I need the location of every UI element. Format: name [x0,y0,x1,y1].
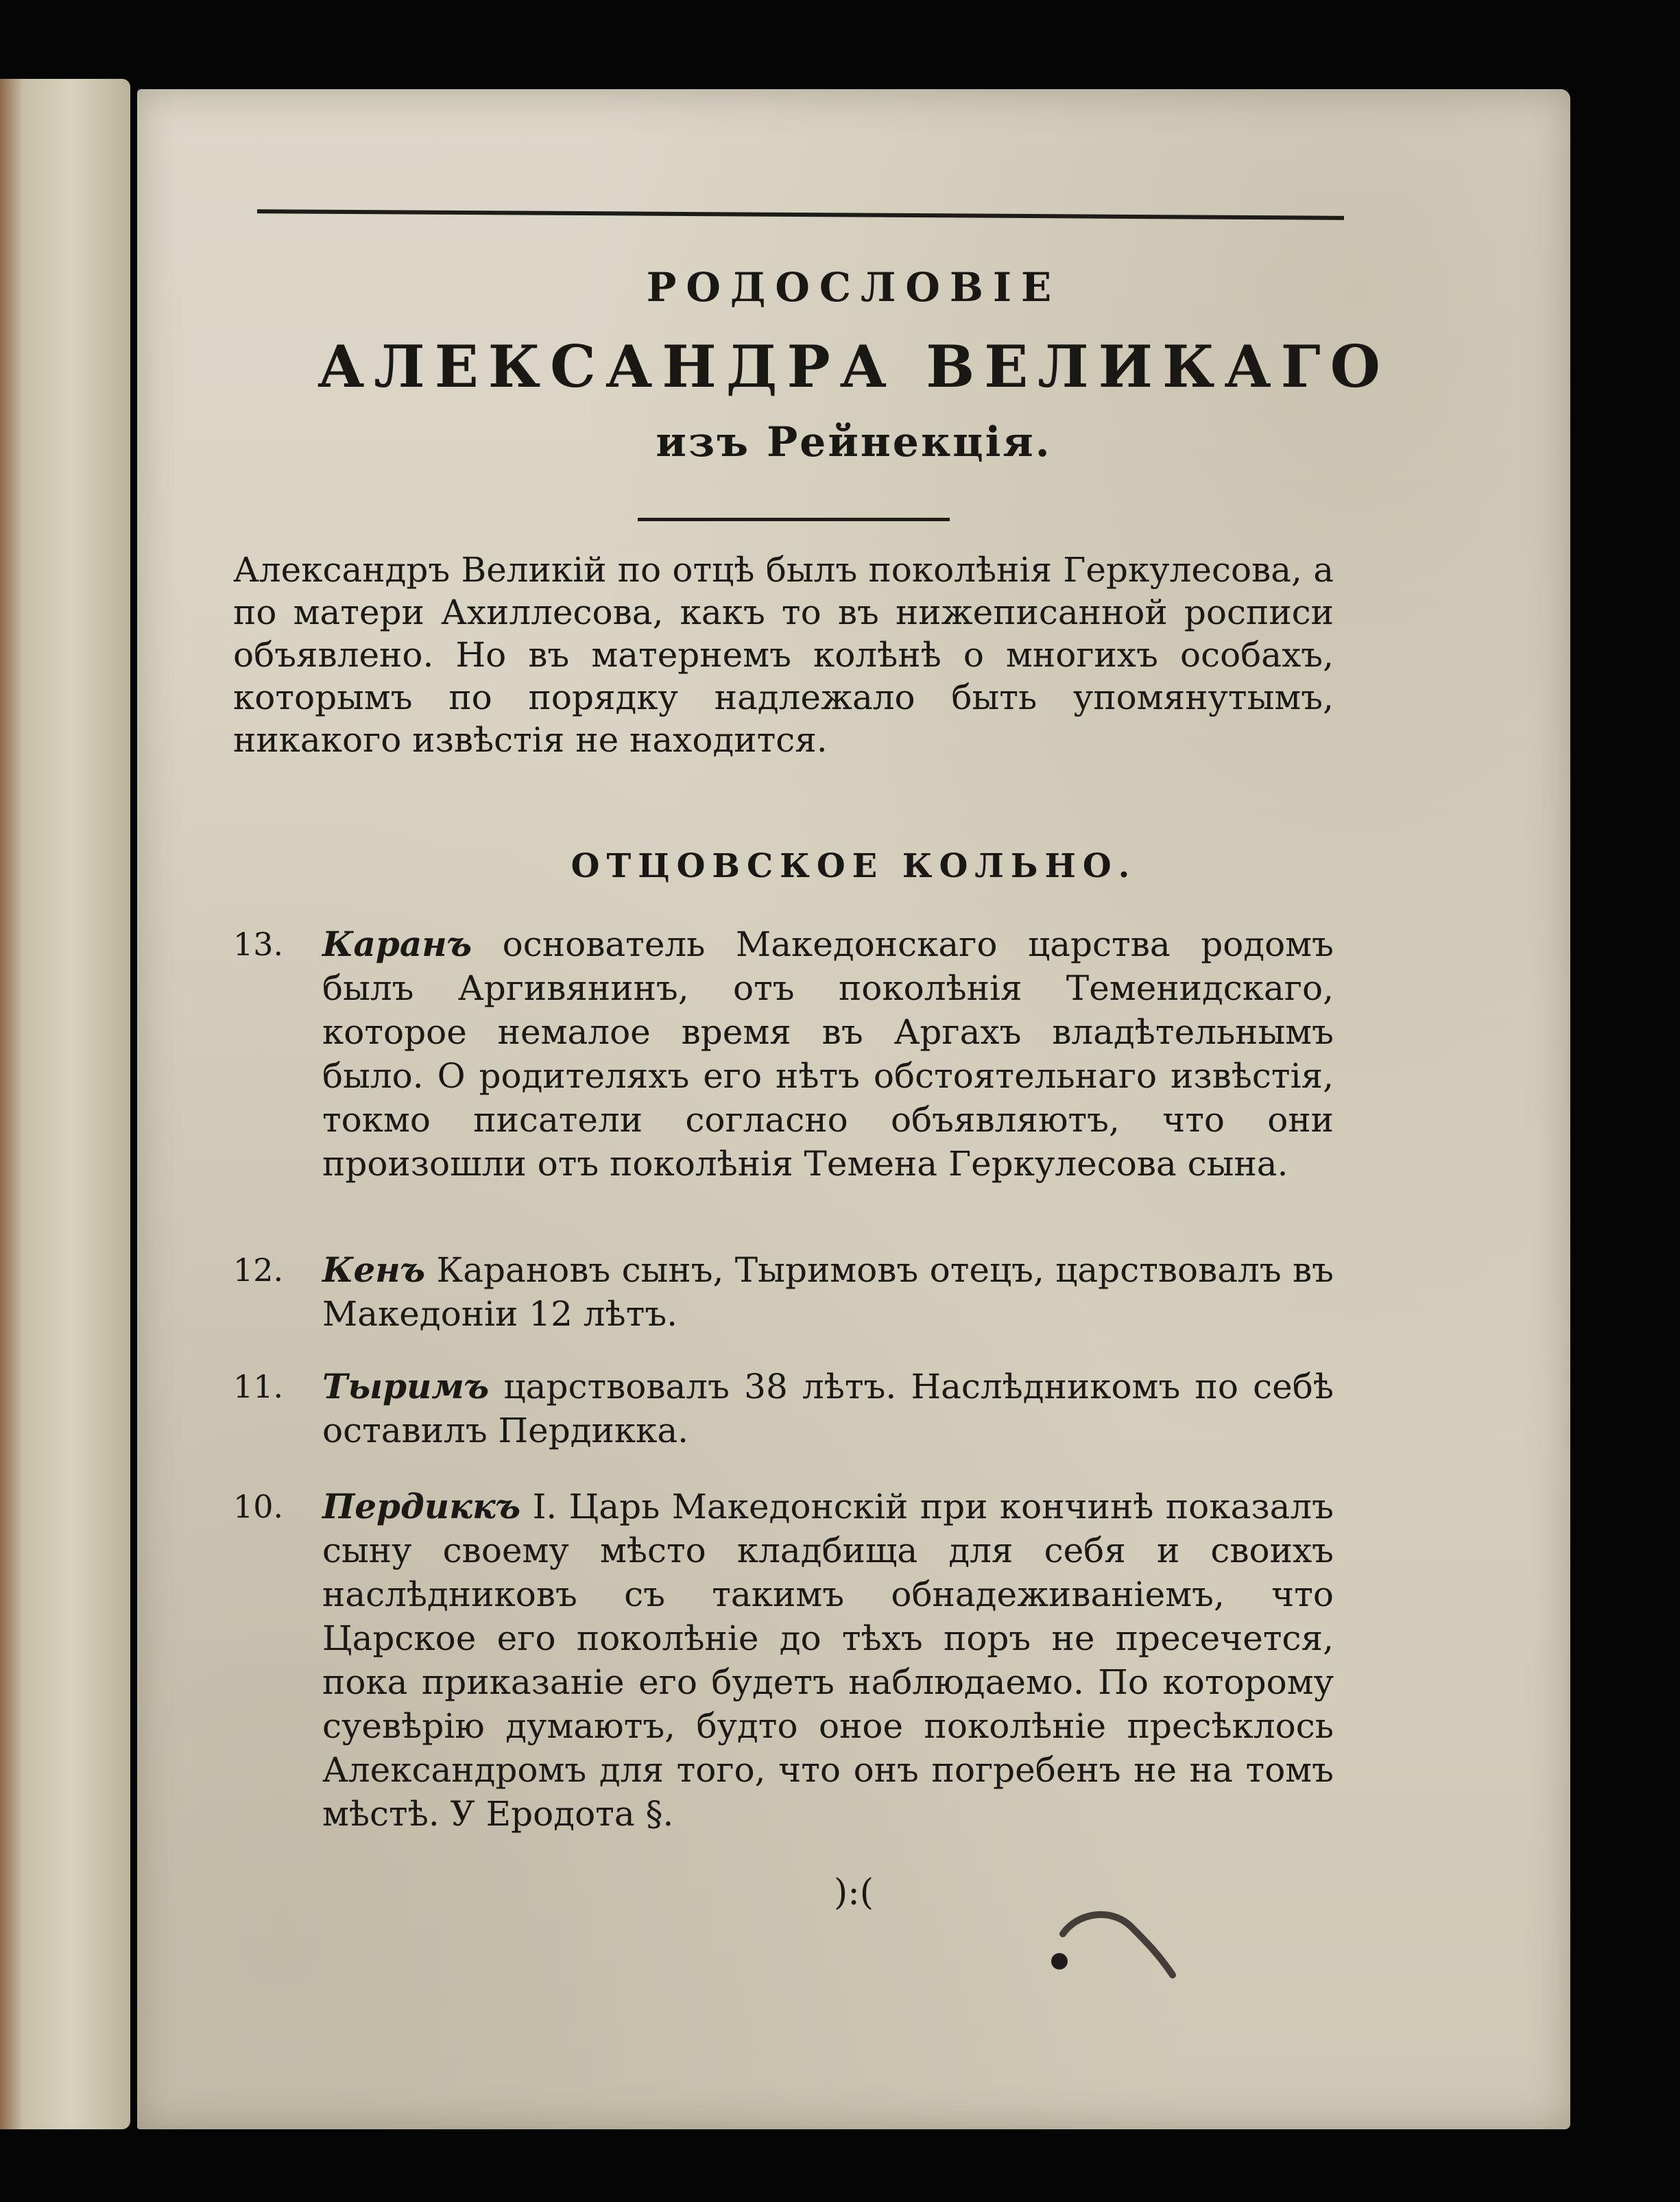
entry-text: основатель Македонскаго царства родомъ былъ Аргивянинъ, отъ поколѣнія Теменидскаго, которое немалое время въ Аргахъ владѣтельнымъ было. О родителяхъ его нѣтъ обстоятельнаго извѣстія, токмо писатели согласно объявляютъ, что они произошли отъ поколѣнія Темена Геркулесова сына. [322,924,1334,1184]
book-page [137,89,1570,2129]
entry-text: царствовалъ 38 лѣтъ. Наслѣдникомъ по себѣ оставилъ Пердикка. [322,1367,1334,1450]
entry-number: 10. [233,1488,284,1525]
intro-paragraph: Александръ Великій по отцѣ былъ поколѣнія Геркулесова, а по матери Ахиллесова, какъ то въ нижеписанной росписи объявлено. Но въ матернемъ колѣнѣ о многихъ особахъ, которымъ по порядку надлежало быть упомянутымъ, никакого извѣстія не находится. [233,550,1334,760]
title-rule [638,518,950,521]
page-signature-mark: ):( [833,1872,874,1913]
title-alexander: АЛЕКСАНДРА ВЕЛИКАГО [317,333,1390,400]
entry-text: I. Царь Македонскій при кончинѣ показалъ сыну своему мѣсто кладбища для себя и своихъ наслѣдниковъ съ такимъ обнадеживаніемъ, что Царское его поколѣніе до тѣхъ поръ не пресечется, пока приказаніе его будетъ наблюдаемо. По которому суевѣрію думаютъ, будто оное поколѣніе пресѣклось Александромъ для того, что онъ погребенъ не на томъ мѣстѣ. У Еродота §. [322,1487,1334,1834]
genealogy-entry [233,1485,1334,1836]
entry-number: 12. [233,1252,284,1289]
facing-page-edge [0,79,130,2129]
entry-name: Тыримъ [322,1366,490,1407]
entry-number: 13. [233,926,284,963]
title-source: изъ Рейнекція. [656,418,1052,466]
entry-body [322,922,1334,1186]
ink-stain [1049,1906,1179,1989]
genealogy-entry [233,1365,1334,1452]
genealogy-entry [233,922,1334,1186]
entry-name: Каранъ [322,924,472,964]
entry-body [322,1248,1334,1336]
entry-name: Пердиккъ [322,1486,521,1527]
entry-body [322,1485,1334,1836]
section-heading: ОТЦОВСКОЕ КОЛЬНО. [571,847,1137,885]
genealogy-entry [233,1248,1334,1336]
entry-name: Кенъ [322,1249,426,1290]
title-genealogy: РОДОСЛОВІЕ [646,264,1061,311]
top-rule [257,209,1344,220]
entry-number: 11. [233,1368,284,1405]
entry-text: Карановъ сынъ, Тыримовъ отецъ, царствовалъ въ Македоніи 12 лѣтъ. [322,1250,1334,1334]
entry-body [322,1365,1334,1452]
